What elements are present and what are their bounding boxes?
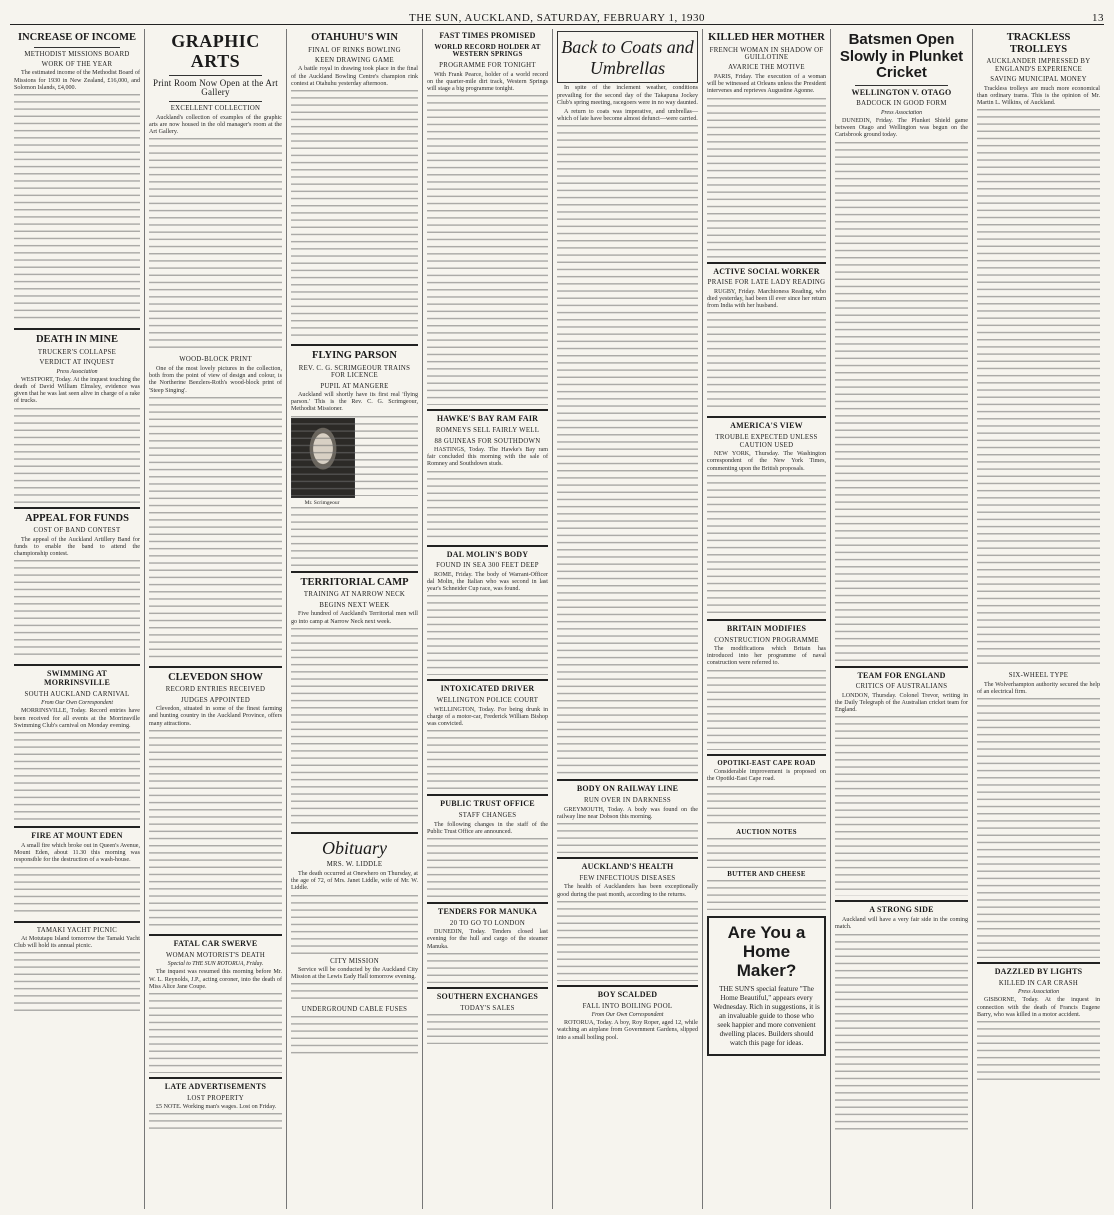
article-text: Clevedon, situated in some of the finest farming and hunting country in the Auckland Province, offers many attractions. xyxy=(149,706,282,727)
subhead-trucker: TRUCKER'S COLLAPSE xyxy=(37,348,117,356)
body-text-lines xyxy=(14,867,140,917)
divider xyxy=(707,416,826,418)
body-text-lines xyxy=(291,1016,418,1056)
subhead-saving: SAVING MUNICIPAL MONEY xyxy=(990,76,1087,84)
body-text-lines xyxy=(14,560,140,660)
body-text-lines xyxy=(427,95,548,405)
body-text-lines xyxy=(707,475,826,615)
divider xyxy=(149,666,282,668)
body-text-lines xyxy=(149,397,282,662)
headline-aucklands-health: AUCKLAND'S HEALTH xyxy=(581,862,674,872)
body-text-lines xyxy=(835,716,968,896)
subhead-woman-motorist: WOMAN MOTORIST'S DEATH xyxy=(165,951,266,959)
headline-opotiki: OPOTIKI-EAST CAPE ROAD xyxy=(717,759,816,767)
divider xyxy=(14,826,140,828)
masthead xyxy=(10,6,1104,25)
body-text-lines xyxy=(291,507,418,567)
page-number: 13 xyxy=(1092,12,1104,24)
subhead-mrs-liddle: MRS. W. LIDDLE xyxy=(326,861,383,869)
headline-britain-modifies: BRITAIN MODIFIES xyxy=(726,623,807,633)
headline-increase-income: INCREASE OF INCOME xyxy=(17,32,137,43)
subhead-begins: BEGINS NEXT WEEK xyxy=(319,601,390,609)
article-text: LONDON, Thursday. Colonel Trevor, writing in the Daily Telegraph of the Australian cricket team for England. xyxy=(835,692,968,714)
article-text: Service will be conducted by the Auckland City Mission at the Lewis Eady Hall tomorrow evening. xyxy=(291,966,418,981)
press-association: Press Association xyxy=(56,368,98,375)
article-text: WELLINGTON, Today. For being drunk in charge of a motor-car, Frederick William Bishop was convicted. xyxy=(427,706,548,728)
divider xyxy=(291,344,418,346)
photo-caption: Mr. Scrimgeour xyxy=(304,499,340,506)
article-text: One of the most lovely pictures in the collection, both from the point of view of design and colour, is the Northerine Beezlers-Roth's wood-block print of 'Steep Singing'. xyxy=(149,365,282,394)
body-text-lines xyxy=(835,142,968,662)
body-text-lines xyxy=(427,595,548,675)
divider xyxy=(427,679,548,681)
subhead-romneys: ROMNEYS SELL FAIRLY WELL xyxy=(435,427,540,435)
subhead-excellent: EXCELLENT COLLECTION xyxy=(170,105,261,113)
body-text-lines xyxy=(707,670,826,750)
headline-boy-scalded: BOY SCALDED xyxy=(597,989,658,999)
article-text: GISBORNE, Today. At the inquest in connection with the death of Francis Eugene Barry, who was killed in a motor accident. xyxy=(977,997,1100,1018)
column-2 xyxy=(145,29,287,1209)
headline-southern-exchanges: SOUTHERN EXCHANGES xyxy=(436,991,539,1001)
divider xyxy=(855,85,948,86)
divider xyxy=(427,987,548,989)
headline-death-mine: DEATH IN MINE xyxy=(35,334,119,346)
subhead-construction: CONSTRUCTION PROGRAMME xyxy=(714,636,819,644)
divider xyxy=(835,666,968,668)
headline-back-coats: Back to Coats and Umbrellas xyxy=(561,37,694,78)
column-7 xyxy=(831,29,973,1209)
column-6 xyxy=(703,29,831,1209)
correspondent: From Our Own Correspondent xyxy=(41,700,113,707)
column-1 xyxy=(10,29,145,1209)
body-text-lines xyxy=(291,90,418,340)
headline-swimming: SWIMMING AT MORRINSVILLE xyxy=(44,669,110,688)
subhead-aucklander: AUCKLANDER IMPRESSED BY ENGLAND'S EXPERIENCE xyxy=(986,58,1091,73)
subhead-record-entries: RECORD ENTRIES RECEIVED xyxy=(165,686,266,694)
article-text: Considerable improvement is proposed on the Opotiki-East Cape road. xyxy=(707,769,826,783)
subhead-infectious: FEW INFECTIOUS DISEASES xyxy=(579,874,676,882)
divider xyxy=(169,75,262,76)
body-text-lines xyxy=(14,408,140,503)
subhead-lost-property: LOST PROPERTY xyxy=(187,1094,244,1102)
headline-obituary: Obituary xyxy=(322,837,387,858)
headline-body-railway: BODY ON RAILWAY LINE xyxy=(576,784,679,794)
article-text: A return to coats was imperative, and umbrellas—which of late have become almost defunct—were carried. xyxy=(557,108,698,123)
article-text: GREYMOUTH, Today. A body was found on the railway line near Dobson this morning. xyxy=(557,806,698,820)
headline-americas-view: AMERICA'S VIEW xyxy=(730,421,803,431)
headline-auction: AUCTION NOTES xyxy=(736,828,797,836)
subhead-work-year: WORK OF THE YEAR xyxy=(41,61,113,69)
body-text-lines xyxy=(557,901,698,981)
divider xyxy=(707,262,826,264)
article-text: The modifications which Britain has introduced into her programme of naval construction were referred to. xyxy=(707,646,826,667)
headline-batsmen: Batsmen Open Slowly in Plunket Cricket xyxy=(839,31,964,81)
subhead-todays-sales: TODAY'S SALES xyxy=(460,1004,515,1012)
article-text: Five hundred of Auckland's Territorial men will go into camp at Narrow Neck next week. xyxy=(291,611,418,625)
article-text: The Wolverhampton authority secured the help of an electrical firm. xyxy=(977,681,1100,695)
correspondent: From Our Own Correspondent xyxy=(591,1012,664,1018)
body-text-lines xyxy=(291,416,418,496)
article-text: Auckland's collection of examples of the graphic arts are now housed in the old manager's room at the Art Gallery. xyxy=(149,114,282,136)
column-8 xyxy=(973,29,1104,1209)
headline-otahuhu: OTAHUHU'S WIN xyxy=(311,32,398,43)
divider xyxy=(169,101,262,102)
article-text: MORRINSVILLE, Today. Record entries have been received for all events at the Morrinsville Swimming Club's carnival on Monday evening. xyxy=(14,708,140,729)
article-text: The death occurred at Onewhero on Thursday, at the age of 72, of Mrs. Janet Liddle, wife of Mr. W. Liddle. xyxy=(291,870,418,892)
subhead-rev-scrimgeour: REV. C. G. SCRIMGEOUR TRAINS FOR LICENCE xyxy=(298,364,411,380)
body-text-lines xyxy=(291,895,418,955)
subhead-narrow-neck: TRAINING AT NARROW NECK xyxy=(303,591,406,599)
headline-tamaki: TAMAKI YACHT PICNIC xyxy=(36,926,118,934)
headline-fast-times: FAST TIMES PROMISED xyxy=(439,31,536,40)
body-text-lines xyxy=(977,109,1100,669)
divider xyxy=(14,507,140,509)
article-text: Trackless trolleys are much more economical than ordinary trams. This is the opinion of Mr. Martin L. Wilkins, of Auckland. xyxy=(977,85,1100,106)
divider xyxy=(427,545,548,547)
subhead-final-rinks: FINAL OF RINKS BOWLING xyxy=(308,46,401,54)
body-text-lines xyxy=(149,138,282,353)
headline-graphic-arts: GRAPHIC ARTS xyxy=(171,31,260,71)
article-text: WESTPORT, Today. At the inquest touching the death of David William Elmsley, evidence was given that he was last seen alive in charge of a rake of trucks. xyxy=(14,376,140,405)
body-text-lines xyxy=(427,471,548,541)
article-text: PARIS, Friday. The execution of a woman will be witnessed at Orleans unless the President intervenes and reprieves Augustine Agonne. xyxy=(707,73,826,95)
headline-team-england: TEAM FOR ENGLAND xyxy=(857,670,946,680)
body-text-lines xyxy=(149,993,282,1073)
divider xyxy=(557,985,698,987)
body-text-lines xyxy=(557,125,698,775)
article-text: A small fire which broke out in Queen's Avenue, Mount Eden, about 11.30 this morning was responsible for the destruction of a wash-house. xyxy=(14,842,140,864)
press-association: Press Association xyxy=(880,109,923,116)
headline-dazzled: DAZZLED BY LIGHTS xyxy=(994,966,1083,976)
headline-strong-side: A STRONG SIDE xyxy=(869,905,934,915)
body-text-lines xyxy=(291,983,418,1003)
body-text-lines xyxy=(707,98,826,258)
divider xyxy=(14,328,140,330)
article-text: RUGBY, Friday. Marchioness Reading, who died yesterday, had been ill ever since her return from India with her husband. xyxy=(707,288,826,310)
divider xyxy=(14,664,140,666)
headline-territorial: TERRITORIAL CAMP xyxy=(300,576,409,588)
article-text: The estimated income of the Methodist Board of Missions for 1930 in New Zealand, £16,000, and Solomon Islands, £4,000. xyxy=(14,70,140,91)
body-text-lines xyxy=(14,94,140,324)
divider xyxy=(557,779,698,781)
divider xyxy=(149,1077,282,1079)
subhead-print-room: Print Room Now Open at the Art Gallery xyxy=(153,77,278,98)
subhead-car-crash: KILLED IN CAR CRASH xyxy=(998,979,1079,987)
article-text: HASTINGS, Today. The Hawke's Bay ram fair concluded this morning with the sale of Romney and Southdown studs. xyxy=(427,446,548,468)
subhead-carnival: SOUTH AUCKLAND CARNIVAL xyxy=(24,690,130,698)
divider xyxy=(557,857,698,859)
headline-fire: FIRE AT MOUNT EDEN xyxy=(31,831,123,841)
subhead-six-wheel: SIX-WHEEL TYPE xyxy=(1008,672,1069,680)
classified-ad: £5 NOTE. Working man's wages. Lost on Friday. xyxy=(156,1104,277,1111)
subhead-programme: PROGRAMME FOR TONIGHT xyxy=(439,62,536,70)
headline-trackless: TRACKLESS TROLLEYS xyxy=(1006,32,1071,55)
columns xyxy=(10,29,1104,1209)
article-text: DUNEDIN, Today. Tenders closed last evening for the hull and cargo of the steamer Manuka. xyxy=(427,929,548,950)
column-5 xyxy=(553,29,703,1209)
headline-public-trust: PUBLIC TRUST OFFICE xyxy=(440,799,535,809)
article-text: A battle royal in drawing took place in the final of the Auckland Bowling Centre's champion rink contest at Otahuhu yesterday afternoon. xyxy=(291,66,418,87)
body-text-lines xyxy=(835,934,968,1134)
divider xyxy=(291,832,418,834)
headline-intoxicated: INTOXICATED DRIVER xyxy=(440,684,535,694)
subhead-pupil-mangere: PUPIL AT MANGERE xyxy=(320,382,389,390)
body-text-lines xyxy=(14,732,140,822)
headline-late-ads: LATE ADVERTISEMENTS xyxy=(164,1081,267,1091)
subhead-keen-game: KEEN DRAWING GAME xyxy=(315,57,394,65)
body-text-lines xyxy=(427,1014,548,1044)
article-text: The appeal of the Auckland Artillery Band for funds to enable the band to attend the championship contest. xyxy=(14,536,140,558)
body-text-lines xyxy=(707,312,826,412)
column-4 xyxy=(423,29,553,1209)
subhead-guillotine: FRENCH WOMAN IN SHADOW OF GUILLOTINE xyxy=(709,46,824,62)
article-text: Auckland will shortly have its first real 'flying parson.' This is the Rev. C. G. Scrimgeour, Methodist Missioner. xyxy=(291,392,418,413)
article-text: ROME, Friday. The body of Warrant-Officer dal Molin, the Italian who was second in last year's Schneider Cup race, was found. xyxy=(427,571,548,593)
divider xyxy=(34,47,120,48)
subhead-judges: JUDGES APPOINTED xyxy=(180,696,251,704)
divider xyxy=(835,900,968,902)
headline-hawkes-bay: HAWKE'S BAY RAM FAIR xyxy=(436,414,539,424)
coats-umbrellas-box xyxy=(557,31,698,83)
body-text-lines xyxy=(557,823,698,853)
advert-text: THE SUN'S special feature "The Home Beautiful," appears every Wednesday. Rich in suggestions, it is an invaluable guide to those who seek happier and more convenient dwelling places. Builders should watch this page for ideas. xyxy=(713,984,820,1047)
body-text-lines xyxy=(427,838,548,898)
subhead-verdict: VERDICT AT INQUEST xyxy=(39,359,115,367)
subhead-guineas: 88 GUINEAS FOR SOUTHDOWN xyxy=(434,437,541,445)
divider xyxy=(14,921,140,923)
subhead-20-london: 20 TO GO TO LONDON xyxy=(449,919,526,927)
headline-fatal-swerve: FATAL CAR SWERVE xyxy=(173,938,258,948)
headline-dal-molin: DAL MOLIN'S BODY xyxy=(446,549,529,559)
subhead-critics: CRITICS OF AUSTRALIANS xyxy=(855,683,948,691)
body-text-lines xyxy=(977,698,1100,958)
body-text-lines xyxy=(14,952,140,1012)
article-text: The health of Aucklanders has been exceptionally good during the past month, according to the returns. xyxy=(557,884,698,898)
article-text: DUNEDIN, Friday. The Plunket Shield game between Otago and Wellington was begun on the Carisbrook ground today. xyxy=(835,117,968,139)
divider xyxy=(427,794,548,796)
divider xyxy=(291,571,418,573)
subhead-avarice: AVARICE THE MOTIVE xyxy=(728,64,805,72)
body-text-lines xyxy=(707,880,826,910)
article-text: At Motutapu Island tomorrow the Tamaki Yacht Club will hold its annual picnic. xyxy=(14,935,140,950)
divider xyxy=(977,962,1100,964)
subhead-staff-changes: STAFF CHANGES xyxy=(458,812,517,820)
subhead-methodist: METHODIST MISSIONS BOARD xyxy=(24,50,130,58)
body-text-lines xyxy=(427,953,548,983)
article-text: ROTORUA, Today. A boy, Roy Roper, aged 12, while watching an airplane from Government Gardens, slipped into a small boiling pool. xyxy=(557,1020,698,1041)
masthead-title: THE SUN, AUCKLAND, SATURDAY, FEBRUARY 1, 1930 xyxy=(409,12,705,24)
divider xyxy=(707,754,826,756)
home-maker-advert xyxy=(707,916,826,1055)
headline-clevedon: CLEVEDON SHOW xyxy=(168,671,263,683)
divider xyxy=(149,934,282,936)
subhead-police-court: WELLINGTON POLICE COURT xyxy=(436,697,539,705)
divider xyxy=(707,619,826,621)
article-text: Auckland will have a very fair side in the coming match. xyxy=(835,917,968,931)
subhead-lady-reading: PRAISE FOR LATE LADY READING xyxy=(707,279,826,287)
headline-tenders-manuka: TENDERS FOR MANUKA xyxy=(437,907,538,917)
headline-active-social: ACTIVE SOCIAL WORKER xyxy=(713,266,820,276)
divider xyxy=(427,409,548,411)
body-text-lines xyxy=(977,1021,1100,1081)
body-text-lines xyxy=(149,1113,282,1133)
headline-flying-parson: FLYING PARSON xyxy=(312,350,397,362)
subhead-cable-fuses: UNDERGROUND CABLE FUSES xyxy=(301,1006,408,1014)
column-3 xyxy=(287,29,423,1209)
body-text-lines xyxy=(707,786,826,826)
press-association: Press Association xyxy=(1017,989,1060,996)
subhead-found-sea: FOUND IN SEA 300 FEET DEEP xyxy=(436,562,539,570)
body-text-lines xyxy=(427,730,548,790)
article-text: In spite of the inclement weather, conditions prevailing for the second day of the Takapuna Jockey Club's spring meeting, racegoers were in no way daunted. xyxy=(557,85,698,106)
article-text: With Frank Pearce, holder of a world record on the quarter-mile dirt track, Western Springs will stage a big programme tonight. xyxy=(427,71,548,93)
article-text: The following changes in the staff of the Public Trust Office are announced. xyxy=(427,821,548,835)
subhead-badcock: BADCOCK IN GOOD FORM xyxy=(856,100,947,108)
body-text-lines xyxy=(149,730,282,930)
headline-killed-mother: KILLED HER MOTHER xyxy=(708,32,825,43)
article-text: NEW YORK, Thursday. The Washington correspondent of the New York Times, commenting upon the British proposals. xyxy=(707,451,826,472)
subhead-trouble: TROUBLE EXPECTED UNLESS CAUTION USED xyxy=(715,434,818,449)
subhead-woodblock: WOOD-BLOCK PRINT xyxy=(179,356,252,364)
subhead-city-mission: CITY MISSION xyxy=(330,957,379,965)
divider xyxy=(427,902,548,904)
subhead-band-contest: COST OF BAND CONTEST xyxy=(33,527,121,535)
headline-appeal-funds: APPEAL FOR FUNDS xyxy=(25,512,129,524)
body-text-lines xyxy=(291,628,418,828)
body-text-lines xyxy=(707,838,826,868)
dateline: Special to THE SUN ROTORUA, Friday. xyxy=(167,961,264,968)
headline-butter-cheese: BUTTER AND CHEESE xyxy=(727,871,806,878)
advert-question: Are You a Home Maker? xyxy=(727,923,806,980)
subhead-world-record: WORLD RECORD HOLDER AT WESTERN SPRINGS xyxy=(434,42,541,59)
subhead-wellington-otago: WELLINGTON V. OTAGO xyxy=(851,87,952,97)
subhead-run-over: RUN OVER IN DARKNESS xyxy=(583,797,671,805)
article-text: The inquest was resumed this morning before Mr. W. L. Reynolds, J.P., acting coroner, into the death of Miss Alice Jane Coupe. xyxy=(149,969,282,990)
subhead-boiling-pool: FALL INTO BOILING POOL xyxy=(582,1002,673,1010)
